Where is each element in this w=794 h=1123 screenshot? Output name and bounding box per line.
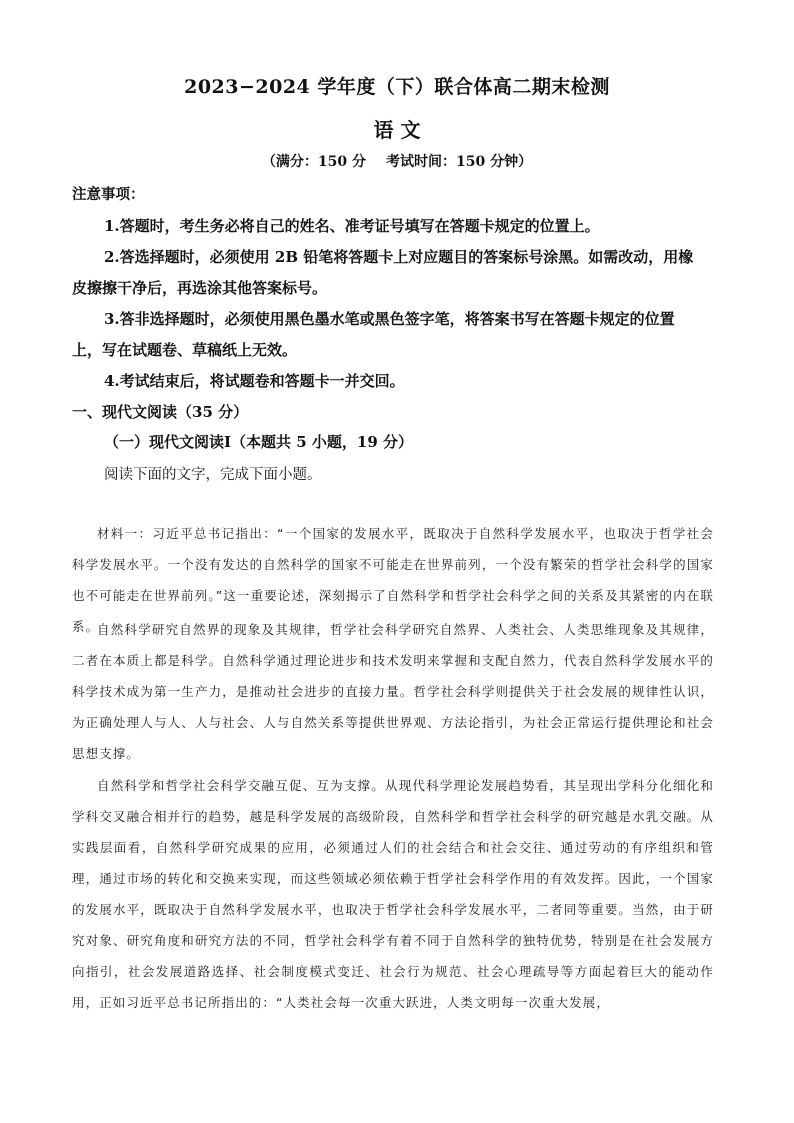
reading-instruction: 阅读下面的文字，完成下面小题。 (104, 467, 322, 483)
note-item: 4.考试结束后，将试题卷和答题卡一并交回。 (104, 372, 405, 390)
material-paragraph-2 (72, 614, 714, 769)
section-title: 一、现代文阅读（35 分） (72, 403, 249, 421)
score-time-line (0, 151, 794, 171)
subject-title: 语 文 (373, 118, 421, 142)
note-item: 2.答选择题时，必须使用 2B 铅笔将答题卡上对应题目的答案标号涂黑。如需改动，用橡 (104, 248, 694, 266)
note-item: 皮擦擦干净后，再选涂其他答案标号。 (72, 279, 328, 297)
exam-time: 考试时间：150 分钟） (386, 154, 533, 170)
exam-title: 2023−2024 学年度（下）联合体高二期末检测 (184, 76, 610, 98)
note-item: 1.答题时，考生务必将自己的姓名、准考证号填写在答题卡规定的位置上。 (104, 217, 600, 235)
notes-heading: 注意事项： (72, 186, 145, 203)
paragraph-text: 自然科学和哲学社会科学交融互促、互为支撑。从现代科学理论发展趋势看，其呈现出学科分化细化和学科交叉融合相并行的趋势，越是科学发展的高级阶段，自然科学和哲学社会科学的研究越是水乳交融。从实践层面看，自然科学研究成果的应用，必须通过人们的社会结合和社会交往、通过劳动的有序组织和管理，通过市场的转化和交换来实现，而这些领域必须依赖于哲学社会科学作用的有效发挥。因此，一个国家的发展水平，既取决于自然科学发展水平，也取决于哲学社会科学发展水平，二者同等重要。当然，由于研究对象、研究角度和研究方法的不同，哲学社会科学有着不同于自然科学的独特优势，特别是在社会发展方向指引，社会发展道路选择、社会制度模式变迁、社会行为规范、社会心理疏导等方面起着巨大的能动作用，正如习近平总书记所指出的：“人类社会每一次重大跃进，人类文明每一次重大发展， (72, 778, 714, 1010)
paragraph-text: 自然科学研究自然界的现象及其规律，哲学社会科学研究自然界、人类社会、人类思维现象及其规律，二者在本质上都是科学。自然科学通过理论进步和技术发明来掌握和支配自然力，代表自然科学发展水平的科学技术成为第一生产力，是推动社会进步的直接力量。哲学社会科学则提供关于社会发展的规律性认识，为正确处理人与人、人与社会、人与自然关系等提供世界观、方法论指引，为社会正常运行提供理论和社会思想支撑。 (72, 622, 714, 761)
subsection-title: （一）现代文阅读Ⅰ（本题共 5 小题，19 分） (104, 433, 413, 451)
paragraph-text: 材料一：习近平总书记指出：“一个国家的发展水平，既取决于自然科学发展水平，也取决于哲学社会科学发展水平。一个没有发达的自然科学的国家不可能走在世界前列，一个没有繁荣的哲学社会科学的国家也不可能走在世界前列。”这一重要论述，深刻揭示了自然科学和哲学社会科学之间的关系及其紧密的内在联系。 (72, 526, 714, 634)
note-item: 3.答非选择题时，必须使用黑色墨水笔或黑色签字笔，将答案书写在答题卡规定的位置 (104, 310, 675, 328)
material-paragraph-3 (72, 770, 714, 1018)
note-item: 上，写在试题卷、草稿纸上无效。 (72, 341, 298, 359)
full-score: （满分：150 分 (261, 154, 366, 170)
